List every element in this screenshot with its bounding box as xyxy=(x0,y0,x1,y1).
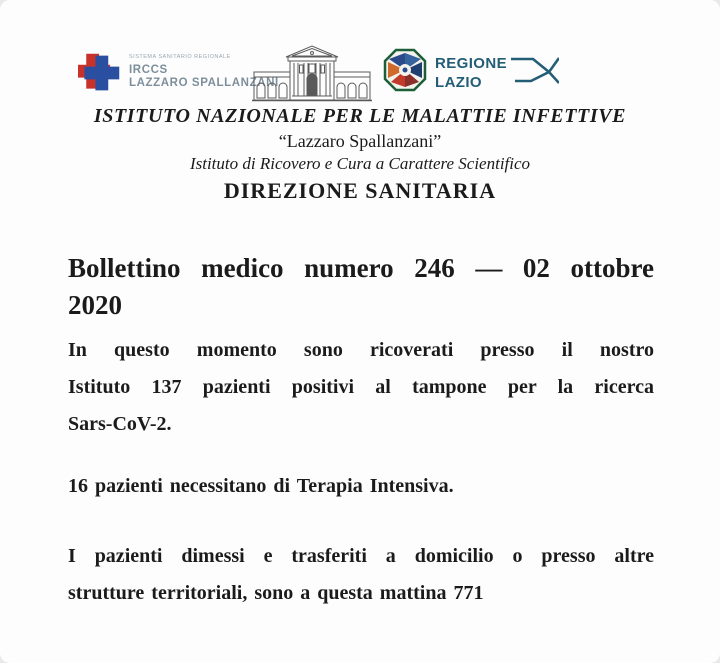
irccs-name-line2: LAZZARO SPALLANZANI xyxy=(129,77,279,89)
paragraph-line: Sars-CoV-2. xyxy=(68,413,172,435)
health-cross-icon xyxy=(78,52,122,94)
lazio-chevron-lines-icon xyxy=(511,48,559,90)
paragraph-line: I pazienti dimessi e trasferiti a domicilio o presso altre xyxy=(68,545,654,567)
lazio-word: LAZIO xyxy=(435,74,482,91)
paragraph-line: 16 pazienti necessitano di Terapia Intensiva. xyxy=(68,475,454,497)
bulletin-title xyxy=(68,250,654,324)
bulletin-body xyxy=(68,250,654,612)
irccs-logo xyxy=(78,52,279,94)
bulletin-title-line: 2020 xyxy=(68,290,122,320)
institute-building-icon xyxy=(252,44,372,102)
paragraph-line: Istituto 137 pazienti positivi al tampone per la ricerca xyxy=(68,376,654,398)
regione-lazio-wordmark xyxy=(435,54,507,92)
letterhead-logos xyxy=(78,44,548,106)
irccs-name-line1: IRCCS xyxy=(129,64,168,76)
letterhead xyxy=(0,105,720,204)
bulletin-paragraph-discharged xyxy=(68,538,654,612)
bulletin-title-line: Bollettino medico numero 246 — 02 ottobre xyxy=(68,253,654,283)
institute-nickname: “Lazzaro Spallanzani” xyxy=(278,131,442,151)
paragraph-line: strutture territoriali, sono a questa mattina 771 xyxy=(68,582,484,604)
regional-health-tagline: SISTEMA SANITARIO REGIONALE xyxy=(129,54,231,60)
bulletin-paragraph-icu xyxy=(68,468,654,505)
regione-word: REGIONE xyxy=(435,55,507,72)
bulletin-paragraph-inpatients xyxy=(68,332,654,443)
institute-subtitle: Istituto di Ricovero e Cura a Carattere Scientifico xyxy=(189,154,531,173)
paragraph-line: In questo momento sono ricoverati presso il nostro xyxy=(68,339,654,361)
institute-name: ISTITUTO NAZIONALE PER LE MALATTIE INFETTIVE xyxy=(93,105,627,127)
regione-lazio-emblem-icon xyxy=(383,48,427,92)
regione-lazio-logo xyxy=(383,48,559,92)
department-title: DIREZIONE SANITARIA xyxy=(223,178,497,203)
